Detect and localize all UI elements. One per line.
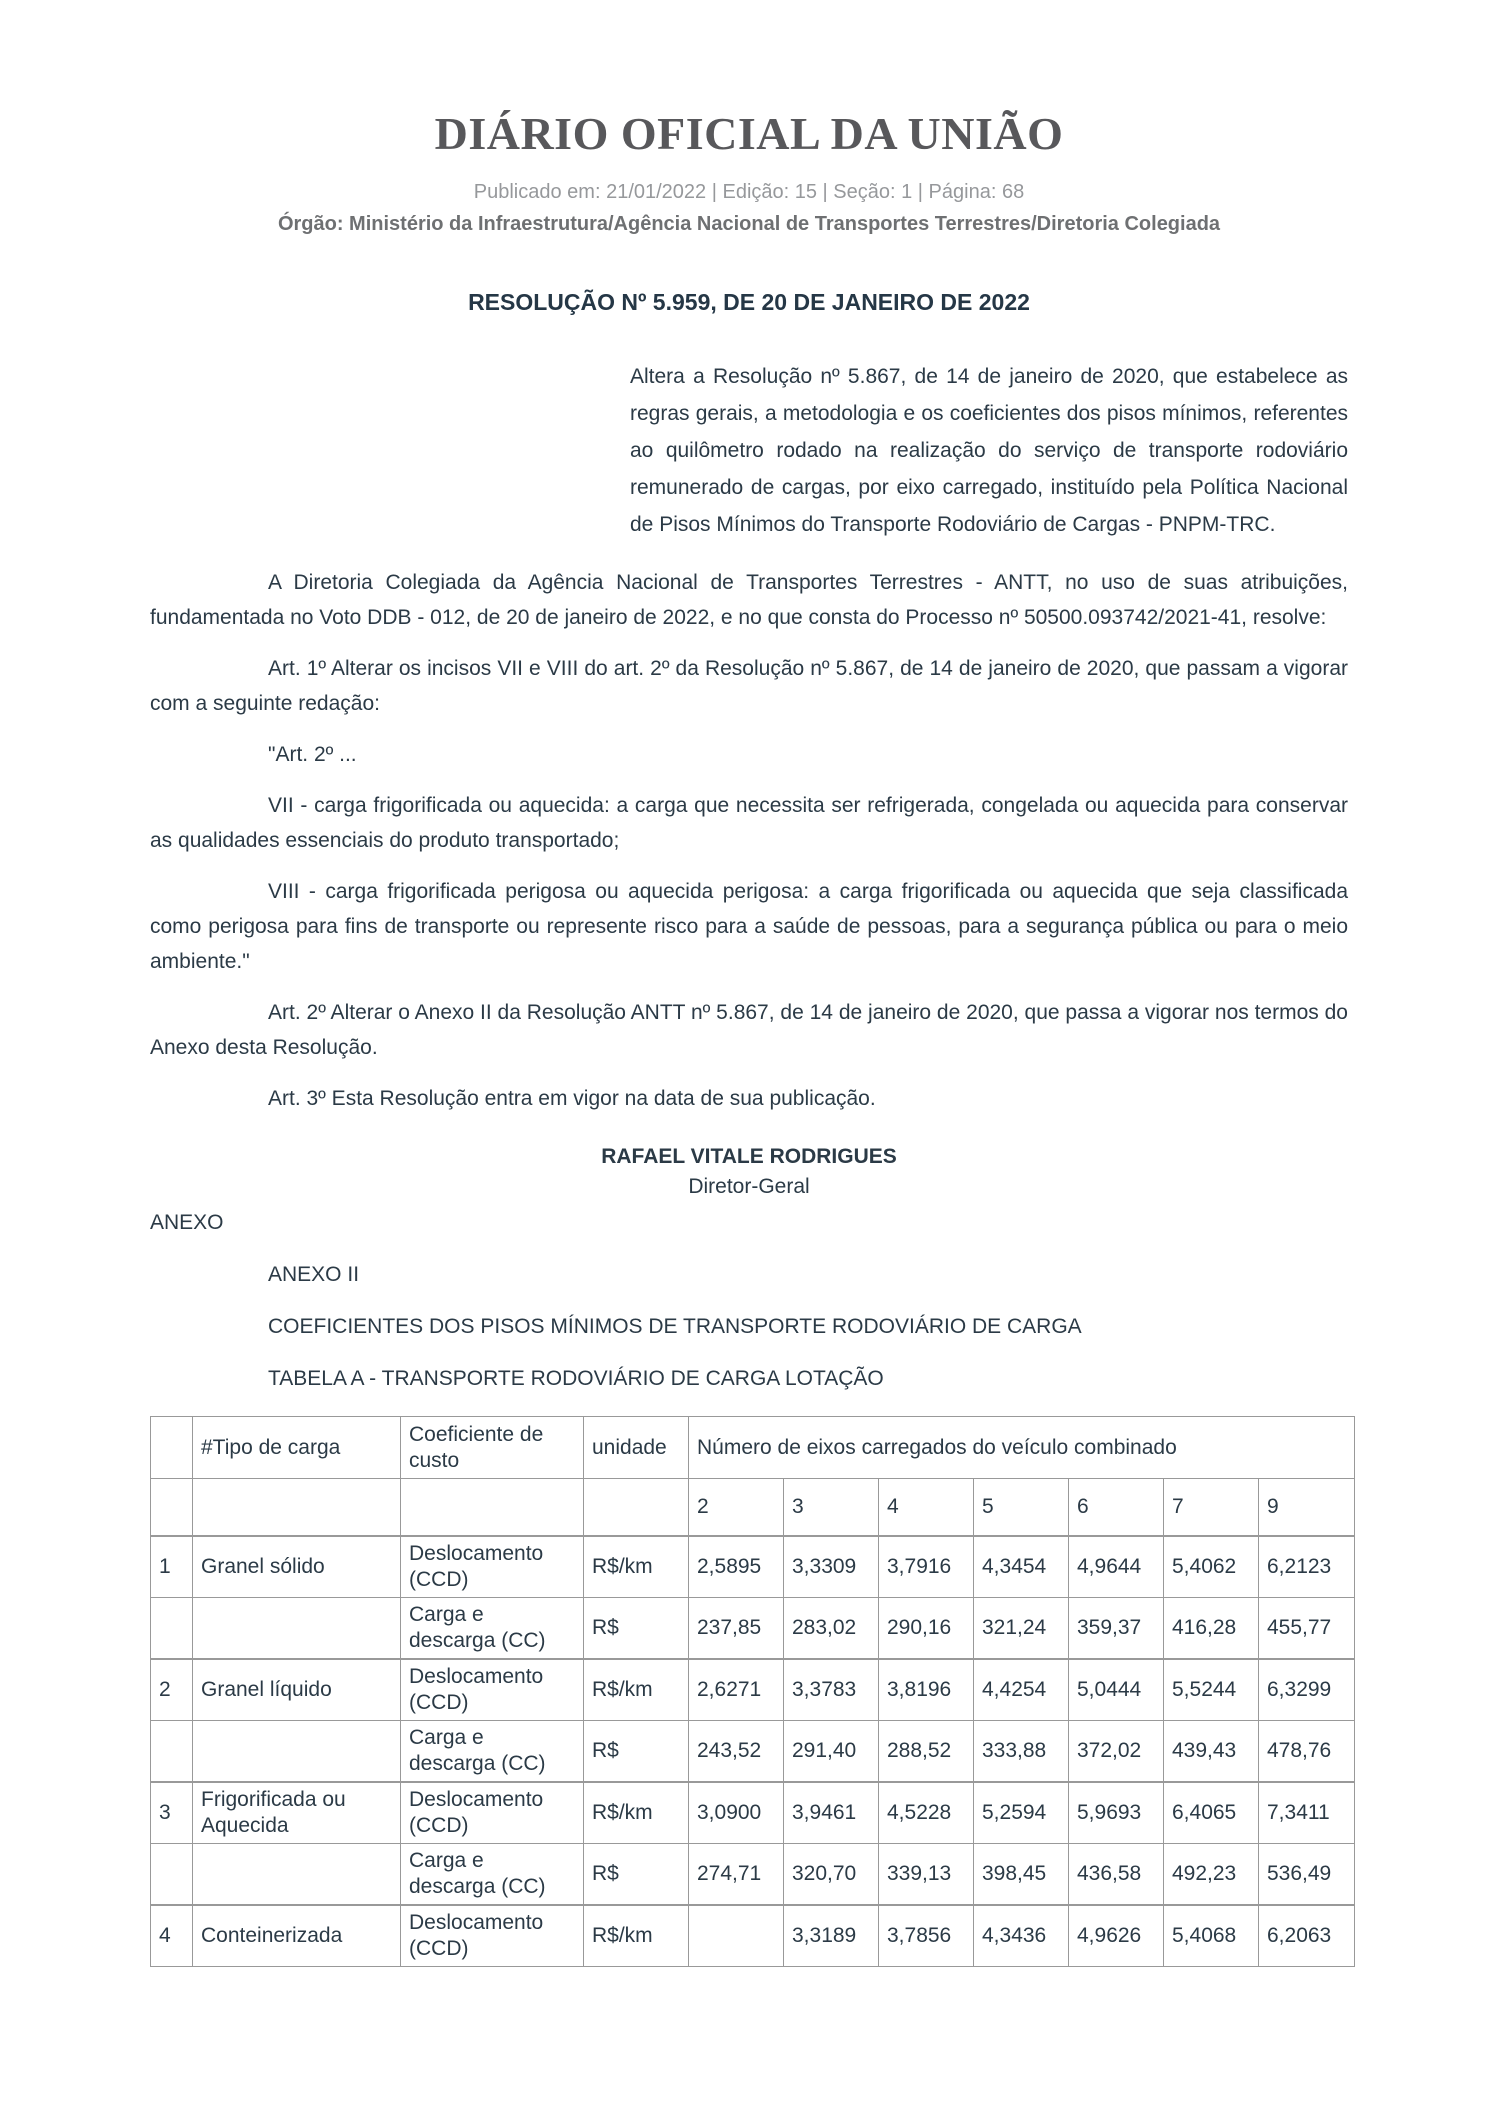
cell-eixo-2: 3,0900 <box>689 1782 784 1844</box>
publication-meta: Publicado em: 21/01/2022 | Edição: 15 | Seção: 1 | Página: 68 <box>473 181 1025 203</box>
cell-eixo-6: 359,37 <box>1069 1597 1164 1659</box>
resolution-summary: Altera a Resolução nº 5.867, de 14 de janeiro de 2020, que estabelece as regras gerais, a metodologia e os coeficientes dos pisos mínimos, referentes ao quilômetro rodado na realização do serviço de transporte rodoviário remunerado de cargas, por eixo carregado, instituído pela Política Nacional de Pisos Mínimos do Transporte Rodoviário de Cargas - PNPM-TRC. <box>630 365 1348 536</box>
cell-eixo-5: 4,3454 <box>974 1536 1069 1598</box>
cell-eixo-6: 5,9693 <box>1069 1782 1164 1844</box>
axes-count-3: 3 <box>784 1479 879 1536</box>
table-row <box>151 1536 1355 1598</box>
page-title: DIÁRIO OFICIAL DA UNIÃO <box>434 108 1064 159</box>
annex-item: ANEXO II <box>268 1263 360 1286</box>
axes-count-7: 7 <box>1164 1479 1259 1536</box>
cell-tipo-de-carga <box>193 1843 401 1905</box>
cell-eixo-7: 416,28 <box>1164 1597 1259 1659</box>
cell-tipo-de-carga <box>193 1720 401 1782</box>
col-unidade: unidade <box>584 1417 689 1479</box>
axes-count-4: 4 <box>879 1479 974 1536</box>
signature-block <box>150 1144 1348 1200</box>
cell-eixo-5: 5,2594 <box>974 1782 1069 1844</box>
cell-coeficiente: Deslocamento (CCD) <box>401 1905 584 1967</box>
cell-coeficiente: Carga e descarga (CC) <box>401 1720 584 1782</box>
cell-eixo-2: 237,85 <box>689 1597 784 1659</box>
resolution-body <box>150 288 1348 1967</box>
axes-count-2: 2 <box>689 1479 784 1536</box>
resolution-paragraph: VII - carga frigorificada ou aquecida: a carga que necessita ser refrigerada, congelada ou aquecida para conservar as qualidades essenciais do produto transportado; <box>150 794 1348 852</box>
cell-eixo-9: 6,2063 <box>1259 1905 1355 1967</box>
annex-items <box>150 1262 1348 1392</box>
cell-tipo-de-carga: Granel sólido <box>193 1536 401 1598</box>
cell-eixo-9: 7,3411 <box>1259 1782 1355 1844</box>
table-row <box>151 1597 1355 1659</box>
cell-eixo-4: 3,8196 <box>879 1659 974 1721</box>
axes-spacer <box>401 1479 584 1536</box>
resolution-paragraph: A Diretoria Colegiada da Agência Nacional de Transportes Terrestres - ANTT, no uso de suas atribuições, fundamentada no Voto DDB - 012, de 20 de janeiro de 2022, e no que consta do Processo nº 50500.093742/2021-41, resolve: <box>150 571 1348 629</box>
coefficients-table <box>150 1416 1355 1967</box>
cell-eixo-5: 333,88 <box>974 1720 1069 1782</box>
cell-unidade: R$/km <box>584 1782 689 1844</box>
axes-count-6: 6 <box>1069 1479 1164 1536</box>
cell-eixo-9: 6,3299 <box>1259 1659 1355 1721</box>
cell-eixo-5: 398,45 <box>974 1843 1069 1905</box>
annex-item: COEFICIENTES DOS PISOS MÍNIMOS DE TRANSPORTE RODOVIÁRIO DE CARGA <box>268 1315 1082 1338</box>
cell-coeficiente: Carga e descarga (CC) <box>401 1843 584 1905</box>
table-row <box>151 1905 1355 1967</box>
table-header-row <box>151 1417 1355 1479</box>
col-index <box>151 1417 193 1479</box>
cell-eixo-6: 4,9626 <box>1069 1905 1164 1967</box>
table-row <box>151 1782 1355 1844</box>
signature-name: RAFAEL VITALE RODRIGUES <box>601 1145 897 1168</box>
cell-eixo-9: 455,77 <box>1259 1597 1355 1659</box>
cell-tipo-de-carga: Granel líquido <box>193 1659 401 1721</box>
cell-index <box>151 1720 193 1782</box>
cell-unidade: R$/km <box>584 1905 689 1967</box>
cell-eixo-7: 5,4062 <box>1164 1536 1259 1598</box>
cell-eixo-6: 5,0444 <box>1069 1659 1164 1721</box>
table-header <box>151 1417 1355 1536</box>
axes-spacer <box>193 1479 401 1536</box>
resolution-heading: RESOLUÇÃO Nº 5.959, DE 20 DE JANEIRO DE 2022 <box>468 289 1030 315</box>
cell-unidade: R$ <box>584 1843 689 1905</box>
cell-eixo-2 <box>689 1905 784 1967</box>
cell-coeficiente: Deslocamento (CCD) <box>401 1536 584 1598</box>
cell-eixo-3: 283,02 <box>784 1597 879 1659</box>
cell-index: 4 <box>151 1905 193 1967</box>
cell-eixo-3: 3,9461 <box>784 1782 879 1844</box>
table-row <box>151 1720 1355 1782</box>
cell-tipo-de-carga: Conteinerizada <box>193 1905 401 1967</box>
cell-index: 1 <box>151 1536 193 1598</box>
cell-index <box>151 1597 193 1659</box>
cell-eixo-7: 492,23 <box>1164 1843 1259 1905</box>
cell-unidade: R$/km <box>584 1659 689 1721</box>
col-coeficiente-de-custo: Coeficiente de custo <box>401 1417 584 1479</box>
cell-index <box>151 1843 193 1905</box>
cell-eixo-2: 243,52 <box>689 1720 784 1782</box>
cell-tipo-de-carga <box>193 1597 401 1659</box>
cell-eixo-2: 2,6271 <box>689 1659 784 1721</box>
cell-eixo-6: 4,9644 <box>1069 1536 1164 1598</box>
organ-line: Órgão: Ministério da Infraestrutura/Agência Nacional de Transportes Terrestres/Diretoria Colegiada <box>277 213 1221 235</box>
cell-eixo-6: 372,02 <box>1069 1720 1164 1782</box>
annex-item: TABELA A - TRANSPORTE RODOVIÁRIO DE CARGA LOTAÇÃO <box>268 1367 884 1390</box>
cell-eixo-4: 3,7856 <box>879 1905 974 1967</box>
col-tipo-de-carga: #Tipo de carga <box>193 1417 401 1479</box>
cell-eixo-3: 320,70 <box>784 1843 879 1905</box>
cell-eixo-2: 274,71 <box>689 1843 784 1905</box>
resolution-paragraph: VIII - carga frigorificada perigosa ou aquecida perigosa: a carga frigorificada ou aquecida que seja classificada como perigosa para fins de transporte ou represente risco para a saúde de pessoas, para a segurança pública ou para o meio ambiente." <box>150 880 1348 973</box>
table-row <box>151 1659 1355 1721</box>
cell-eixo-5: 4,3436 <box>974 1905 1069 1967</box>
cell-coeficiente: Deslocamento (CCD) <box>401 1782 584 1844</box>
cell-eixo-3: 291,40 <box>784 1720 879 1782</box>
cell-eixo-7: 6,4065 <box>1164 1782 1259 1844</box>
cell-eixo-4: 4,5228 <box>879 1782 974 1844</box>
cell-tipo-de-carga: Frigorificada ou Aquecida <box>193 1782 401 1844</box>
cell-eixo-3: 3,3783 <box>784 1659 879 1721</box>
cell-eixo-7: 5,4068 <box>1164 1905 1259 1967</box>
cell-eixo-3: 3,3309 <box>784 1536 879 1598</box>
table-row <box>151 1843 1355 1905</box>
cell-unidade: R$ <box>584 1720 689 1782</box>
resolution-paragraph: Art. 1º Alterar os incisos VII e VIII do art. 2º da Resolução nº 5.867, de 14 de janeiro de 2020, que passam a vigorar com a seguinte redação: <box>150 657 1348 715</box>
cell-coeficiente: Deslocamento (CCD) <box>401 1659 584 1721</box>
cell-eixo-5: 321,24 <box>974 1597 1069 1659</box>
cell-eixo-7: 439,43 <box>1164 1720 1259 1782</box>
axes-count-9: 9 <box>1259 1479 1355 1536</box>
cell-index: 2 <box>151 1659 193 1721</box>
cell-eixo-6: 436,58 <box>1069 1843 1164 1905</box>
axes-spacer <box>584 1479 689 1536</box>
cell-eixo-7: 5,5244 <box>1164 1659 1259 1721</box>
cell-eixo-9: 478,76 <box>1259 1720 1355 1782</box>
masthead <box>150 104 1348 236</box>
resolution-paragraph: Art. 3º Esta Resolução entra em vigor na data de sua publicação. <box>268 1087 876 1110</box>
signature-role: Diretor-Geral <box>688 1175 810 1198</box>
cell-eixo-4: 290,16 <box>879 1597 974 1659</box>
resolution-paragraph: "Art. 2º ... <box>268 743 357 766</box>
cell-eixo-4: 339,13 <box>879 1843 974 1905</box>
cell-eixo-9: 6,2123 <box>1259 1536 1355 1598</box>
cell-eixo-3: 3,3189 <box>784 1905 879 1967</box>
cell-eixo-4: 288,52 <box>879 1720 974 1782</box>
cell-eixo-4: 3,7916 <box>879 1536 974 1598</box>
table-body <box>151 1536 1355 1967</box>
cell-eixo-2: 2,5895 <box>689 1536 784 1598</box>
resolution-paragraphs <box>150 565 1348 1116</box>
cell-eixo-5: 4,4254 <box>974 1659 1069 1721</box>
cell-coeficiente: Carga e descarga (CC) <box>401 1597 584 1659</box>
cell-eixo-9: 536,49 <box>1259 1843 1355 1905</box>
table-axes-row <box>151 1479 1355 1536</box>
annex-label: ANEXO <box>150 1211 224 1234</box>
axes-spacer <box>151 1479 193 1536</box>
axes-count-5: 5 <box>974 1479 1069 1536</box>
cell-unidade: R$/km <box>584 1536 689 1598</box>
cell-unidade: R$ <box>584 1597 689 1659</box>
col-numero-eixos: Número de eixos carregados do veículo combinado <box>689 1417 1355 1479</box>
cell-index: 3 <box>151 1782 193 1844</box>
resolution-paragraph: Art. 2º Alterar o Anexo II da Resolução ANTT nº 5.867, de 14 de janeiro de 2020, que passa a vigorar nos termos do Anexo desta Resolução. <box>150 1001 1348 1059</box>
